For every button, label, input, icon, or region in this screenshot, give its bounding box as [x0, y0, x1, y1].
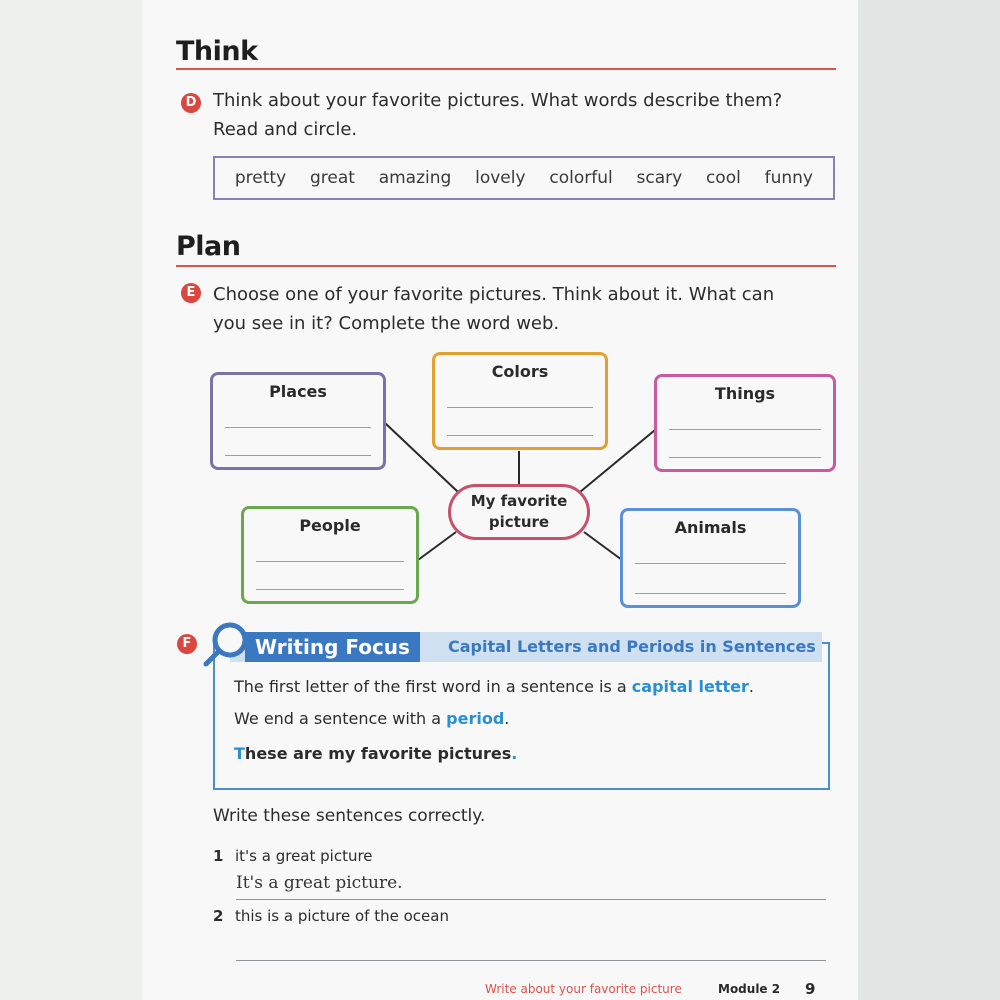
- connector-animals: [584, 532, 622, 560]
- web-label-people: People: [299, 516, 361, 535]
- web-label-colors: Colors: [491, 362, 549, 381]
- web-label-places: Places: [269, 382, 327, 401]
- writing-focus-subtitle: Capital Letters and Periods in Sentences: [448, 637, 816, 656]
- web-center-line1: My favorite: [470, 492, 568, 510]
- think-instruction-line2: Read and circle.: [213, 119, 358, 140]
- answer-line[interactable]: [669, 457, 821, 458]
- magnifier-icon: [198, 620, 250, 670]
- focus-example-sentence: These are my favorite pictures.: [234, 744, 518, 763]
- badge-f: F: [177, 634, 197, 654]
- plan-instruction-line1: Choose one of your favorite pictures. Think about it. What can: [213, 284, 775, 305]
- exercise-item-2: 2 this is a picture of the ocean: [213, 907, 449, 925]
- web-center-node: [448, 484, 590, 540]
- answer-line[interactable]: [635, 593, 786, 594]
- page-number: 9: [805, 980, 816, 998]
- web-label-animals: Animals: [674, 518, 747, 537]
- focus-rule-period: We end a sentence with a period.: [234, 709, 510, 728]
- answer-line[interactable]: [447, 407, 593, 408]
- answer-line[interactable]: [225, 427, 371, 428]
- web-node-places: [210, 372, 386, 470]
- answer-line[interactable]: [256, 561, 404, 562]
- answer-1-text[interactable]: It's a great picture.: [236, 873, 403, 893]
- badge-e: E: [181, 283, 201, 303]
- answer-line-2[interactable]: [236, 960, 826, 961]
- web-label-things: Things: [714, 384, 776, 403]
- period-highlight: period: [446, 709, 505, 728]
- answer-line-1[interactable]: [236, 899, 826, 900]
- word-option[interactable]: funny: [764, 168, 813, 188]
- footer-module: Module 2: [718, 982, 781, 996]
- word-option[interactable]: pretty: [234, 168, 287, 188]
- badge-d: D: [181, 93, 201, 113]
- web-node-colors: [432, 352, 608, 450]
- exercise-item-1: 1 it's a great picture: [213, 847, 373, 865]
- answer-line[interactable]: [669, 429, 821, 430]
- word-option[interactable]: lovely: [475, 168, 526, 188]
- plan-heading: Plan: [176, 231, 241, 262]
- think-heading: Think: [176, 36, 258, 67]
- exercise-instruction: Write these sentences correctly.: [213, 806, 486, 826]
- word-option[interactable]: amazing: [378, 168, 452, 188]
- answer-line[interactable]: [447, 435, 593, 436]
- focus-rule-capital: The first letter of the first word in a sentence is a capital letter.: [234, 677, 754, 696]
- web-center-line2: picture: [488, 513, 550, 531]
- answer-line[interactable]: [225, 455, 371, 456]
- word-option[interactable]: colorful: [549, 168, 613, 188]
- web-node-things: [654, 374, 836, 472]
- think-instruction-line1: Think about your favorite pictures. What words describe them?: [213, 90, 783, 111]
- web-node-animals: [620, 508, 801, 608]
- writing-focus-title: Writing Focus: [245, 632, 420, 662]
- word-option[interactable]: cool: [705, 168, 741, 188]
- example-period: .: [511, 744, 518, 763]
- connector-people: [418, 532, 456, 560]
- word-option[interactable]: scary: [636, 168, 683, 188]
- answer-line[interactable]: [256, 589, 404, 590]
- web-node-people: [241, 506, 419, 604]
- capital-letter-highlight: capital letter: [631, 677, 749, 696]
- footer-topic: Write about your favorite picture: [485, 982, 682, 996]
- example-capital: T: [234, 744, 245, 763]
- word-option[interactable]: great: [309, 168, 355, 188]
- plan-instruction-line2: you see in it? Complete the word web.: [213, 313, 560, 334]
- answer-line[interactable]: [635, 563, 786, 564]
